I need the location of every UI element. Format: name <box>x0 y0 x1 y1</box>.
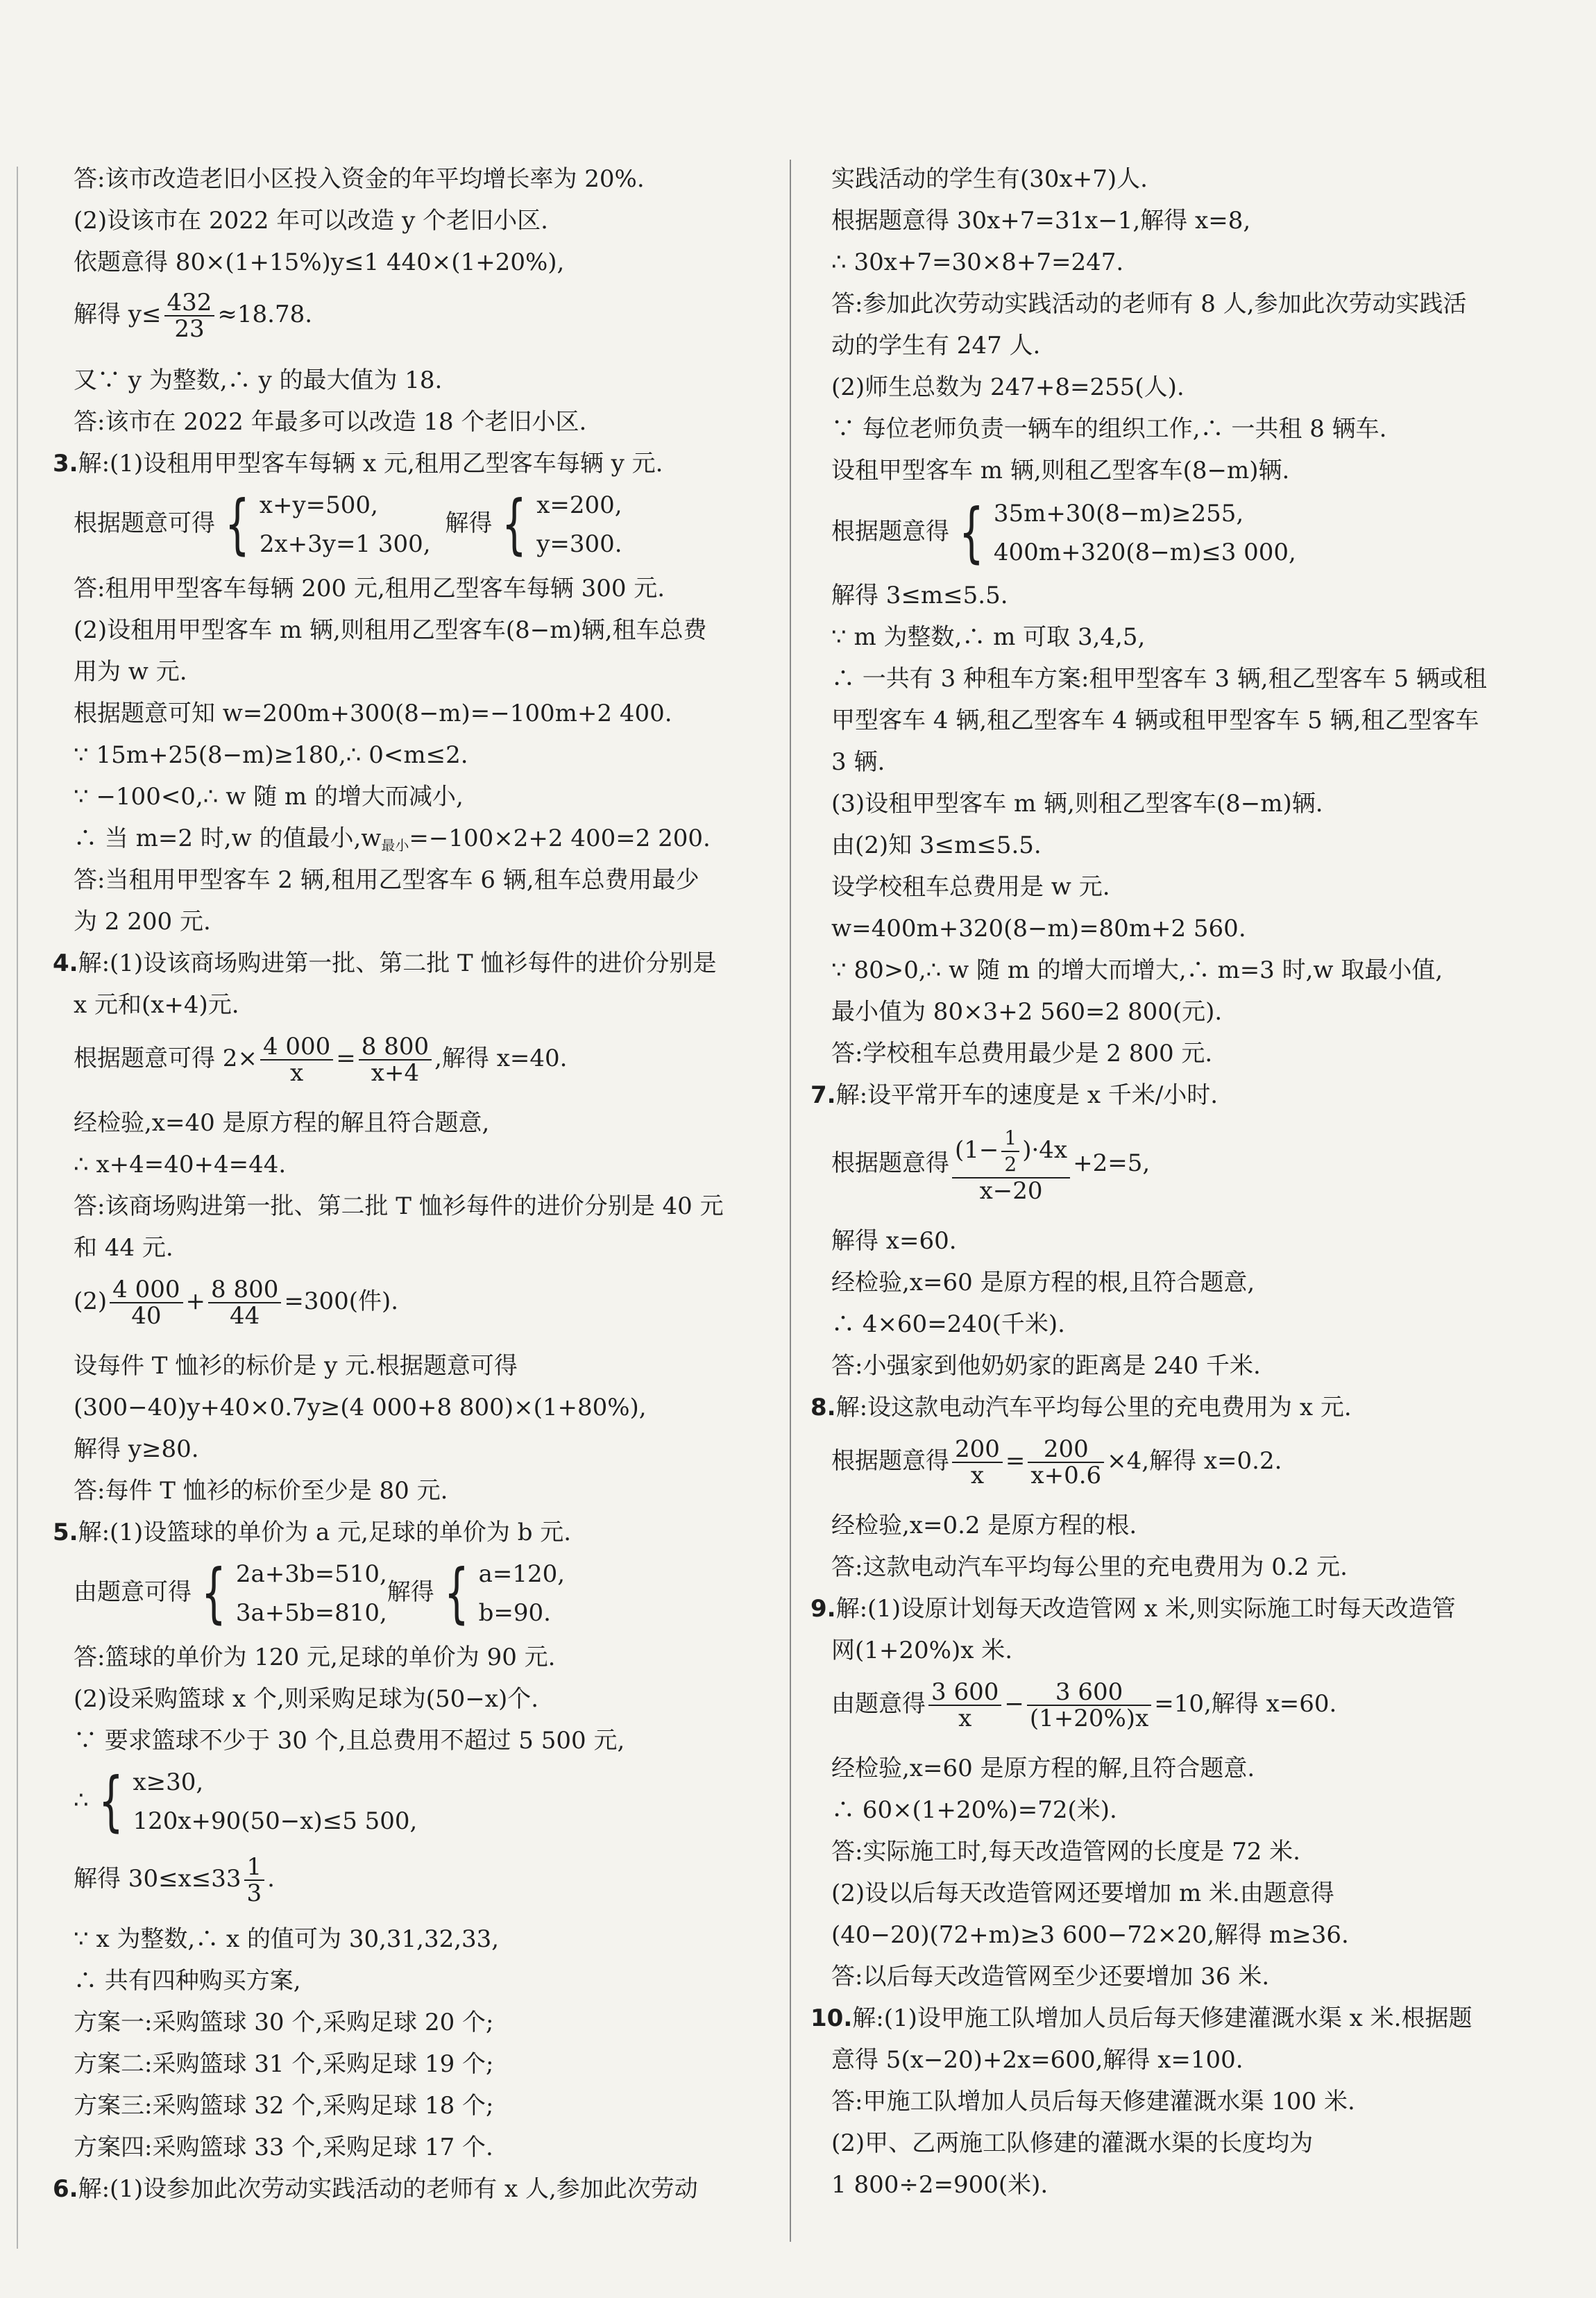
text-line: 经检验,x=60 是原方程的根,且符合题意, <box>831 1269 1255 1296</box>
text-line: 网(1+20%)x 米. <box>831 1637 1013 1664</box>
fraction: $\frac{432}{23}$ <box>164 290 215 341</box>
question-number: 6. <box>53 2175 78 2203</box>
text-line: 根据题意可知 w=200m+300(8−m)=−100m+2 400. <box>74 700 672 727</box>
text-line: 由(2)知 3≤m≤5.5. <box>831 831 1042 859</box>
question-7: 7.解:设平常开车的速度是 x 千米/小时. <box>810 1081 1219 1109</box>
text-line: x 元和(x+4)元. <box>74 991 239 1019</box>
text-line: ∵ 15m+25(8−m)≥180,∴ 0<m≤2. <box>74 741 468 769</box>
equation-system: 根据题意可得 { x+y=500, 2x+3y=1 300, 解得 { x=200, y=300. <box>74 487 622 562</box>
text-line: 意得 5(x−20)+2x=600,解得 x=100. <box>831 2046 1243 2074</box>
text-line: 经检验,x=40 是原方程的解且符合题意, <box>74 1109 490 1137</box>
math-line: (2) $\frac{4 000}{40}$ + $\frac{8 800}{44}$ =300(件). <box>74 1276 399 1330</box>
question-8: 8.解:设这款电动汽车平均每公里的充电费用为 x 元. <box>810 1394 1352 1421</box>
text-line: 最小值为 80×3+2 560=2 800(元). <box>831 998 1223 1026</box>
text-line: 答:该市在 2022 年最多可以改造 18 个老旧小区. <box>74 408 587 436</box>
math-line: 解得 y≤ $\frac{432}{23}$ ≈18.78. <box>74 289 313 343</box>
text-line: (2)设采购篮球 x 个,则采购足球为(50−x)个. <box>74 1685 539 1713</box>
text-line: 方案二:采购篮球 31 个,采购足球 19 个; <box>74 2050 494 2078</box>
text-line: 经检验,x=0.2 是原方程的根. <box>831 1512 1137 1539</box>
text-line: 根据题意得 30x+7=31x−1,解得 x=8, <box>831 207 1251 235</box>
right-column <box>810 0 1539 2298</box>
text-line: 答:实际施工时,每天改造管网的长度是 72 米. <box>831 1838 1300 1866</box>
equation-system: 由题意可得 { 2a+3b=510, 3a+5b=810, 解得 { a=120, b=90. <box>74 1555 566 1631</box>
text-line: 答:甲施工队增加人员后每天修建灌溉水渠 100 米. <box>831 2088 1355 2115</box>
text-line: 依题意得 80×(1+15%)y≤1 440×(1+20%), <box>74 248 565 276</box>
text-line: ∴ x+4=40+4=44. <box>74 1151 287 1178</box>
text-line: ∴ 30x+7=30×8+7=247. <box>831 248 1124 276</box>
text-line: (40−20)(72+m)≥3 600−72×20,解得 m≥36. <box>831 1921 1349 1949</box>
text-line: 答:学校租车总费用最少是 2 800 元. <box>831 1040 1213 1067</box>
text-line: 方案三:采购篮球 32 个,采购足球 18 个; <box>74 2092 494 2120</box>
text-line: 和 44 元. <box>74 1234 173 1262</box>
question-6: 6.解:(1)设参加此次劳动实践活动的老师有 x 人,参加此次劳动 <box>53 2175 698 2203</box>
question-9: 9.解:(1)设原计划每天改造管网 x 米,则实际施工时每天改造管 <box>810 1595 1456 1623</box>
text-line: ∴ 一共有 3 种租车方案:租甲型客车 3 辆,租乙型客车 5 辆或租 <box>831 665 1487 693</box>
text-line: (2)设该市在 2022 年可以改造 y 个老旧小区. <box>74 207 548 235</box>
math-line: 解得 30≤x≤33 $\frac{1}{3}$ . <box>74 1853 275 1907</box>
text-line: 答:每件 T 恤衫的标价至少是 80 元. <box>74 1477 448 1505</box>
text-line: (2)设租用甲型客车 m 辆,则租用乙型客车(8−m)辆,租车总费 <box>74 616 707 644</box>
math-line: 根据题意得 (1− $\frac{1}{2}$ )·4x x−20 +2=5, <box>831 1126 1151 1205</box>
text-line: (300−40)y+40×0.7y≥(4 000+8 800)×(1+80%), <box>74 1394 647 1421</box>
text-line: 为 2 200 元. <box>74 908 211 936</box>
math-line: 根据题意可得 2× $\frac{4 000}{x}$ = $\frac{8 800}{x+4}$ ,解得 x=40. <box>74 1033 568 1087</box>
text-line: 答:篮球的单价为 120 元,足球的单价为 90 元. <box>74 1644 556 1671</box>
question-4: 4.解:(1)设该商场购进第一批、第二批 T 恤衫每件的进价分别是 <box>53 949 717 977</box>
text-line: 方案四:采购篮球 33 个,采购足球 17 个. <box>74 2134 493 2161</box>
equation-system: ∴ { x≥30, 120x+90(50−x)≤5 500, <box>74 1764 418 1839</box>
question-number: 10. <box>810 2004 853 2032</box>
question-number: 7. <box>810 1081 836 1109</box>
text-line: (2)师生总数为 247+8=255(人). <box>831 373 1185 401</box>
question-number: 9. <box>810 1595 836 1623</box>
text-line: ∵ 要求篮球不少于 30 个,且总费用不超过 5 500 元, <box>74 1727 625 1755</box>
text-line: ∴ 4×60=240(千米). <box>831 1310 1065 1338</box>
text-line: ∴ 60×(1+20%)=72(米). <box>831 1796 1117 1824</box>
text-line: ∴ 当 m=2 时,w 的值最小$,w_{最小}=-100\times 2+2$ 400=2 200. <box>74 825 711 854</box>
text-line: 答:这款电动汽车平均每公里的充电费用为 0.2 元. <box>831 1553 1348 1581</box>
question-number: 8. <box>810 1394 836 1421</box>
text-line: 答:参加此次劳动实践活动的老师有 8 人,参加此次劳动实践活 <box>831 290 1467 318</box>
equation-system: 根据题意得 { 35m+30(8−m)≥255, 400m+320(8−m)≤3 000, <box>831 495 1296 571</box>
text-line: 设租甲型客车 m 辆,则租乙型客车(8−m)辆. <box>831 457 1290 484</box>
text-line: (3)设租甲型客车 m 辆,则租乙型客车(8−m)辆. <box>831 790 1323 818</box>
text-line: ∵ x 为整数,∴ x 的值可为 30,31,32,33, <box>74 1925 500 1953</box>
text-line: 解得 3≤m≤5.5. <box>831 582 1008 609</box>
text-line: 实践活动的学生有(30x+7)人. <box>831 165 1148 193</box>
text-line: 方案一:采购篮球 30 个,采购足球 20 个; <box>74 2009 494 2036</box>
math-line: 由题意得 $\frac{3 600}{x}$ − $\frac{3 600}{(1+20\%)x}$ =10,解得 x=60. <box>831 1678 1337 1732</box>
text-line: 设学校租车总费用是 w 元. <box>831 873 1110 901</box>
text-line: 答:租用甲型客车每辆 200 元,租用乙型客车每辆 300 元. <box>74 575 665 602</box>
question-3: 3.解:(1)设租用甲型客车每辆 x 元,租用乙型客车每辆 y 元. <box>53 450 663 478</box>
page-edge-line <box>17 167 18 2249</box>
question-5: 5.解:(1)设篮球的单价为 a 元,足球的单价为 b 元. <box>53 1519 572 1546</box>
text-line: 设每件 T 恤衫的标价是 y 元.根据题意可得 <box>74 1352 518 1380</box>
question-number: 3. <box>53 450 78 478</box>
text-line: 答:以后每天改造管网至少还要增加 36 米. <box>831 1963 1270 1991</box>
question-number: 5. <box>53 1519 78 1546</box>
text-line: 用为 w 元. <box>74 658 187 686</box>
left-column <box>53 0 774 2298</box>
text-line: 动的学生有 247 人. <box>831 332 1041 360</box>
text-line: 又∵ y 为整数,∴ y 的最大值为 18. <box>74 366 443 394</box>
text-line: 答:当租用甲型客车 2 辆,租用乙型客车 6 辆,租车总费用最少 <box>74 866 699 894</box>
text-line: 答:该商场购进第一批、第二批 T 恤衫每件的进价分别是 40 元 <box>74 1192 724 1220</box>
text-line: 答:小强家到他奶奶家的距离是 240 千米. <box>831 1352 1261 1380</box>
text-line: (2)设以后每天改造管网还要增加 m 米.由题意得 <box>831 1879 1334 1907</box>
text-line: w=400m+320(8−m)=80m+2 560. <box>831 915 1246 943</box>
text-line: 甲型客车 4 辆,租乙型客车 4 辆或租甲型客车 5 辆,租乙型客车 <box>831 707 1479 734</box>
question-number: 4. <box>53 949 78 977</box>
text-line: ∵ m 为整数,∴ m 可取 3,4,5, <box>831 623 1146 651</box>
text-line: 解得 x=60. <box>831 1227 957 1255</box>
text-line: 1 800÷2=900(米). <box>831 2171 1049 2199</box>
text-line: 解得 y≥80. <box>74 1435 199 1463</box>
text-line: (2)甲、乙两施工队修建的灌溉水渠的长度均为 <box>831 2129 1314 2157</box>
text-line: 答:该市改造老旧小区投入资金的年平均增长率为 20%. <box>74 165 645 193</box>
fraction: (1− $\frac{1}{2}$ )·4x x−20 <box>952 1126 1070 1203</box>
column-divider <box>790 160 791 2242</box>
math-line: 根据题意得 $\frac{200}{x}$ = $\frac{200}{x+0.6}$ ×4,解得 x=0.2. <box>831 1435 1282 1489</box>
question-10: 10.解:(1)设甲施工队增加人员后每天修建灌溉水渠 x 米.根据题 <box>810 2004 1472 2032</box>
text-line: ∵ 80>0,∴ w 随 m 的增大而增大,∴ m=3 时,w 取最小值, <box>831 956 1443 984</box>
text-line: ∵ 每位老师负责一辆车的组织工作,∴ 一共租 8 辆车. <box>831 415 1387 443</box>
text-line: 经检验,x=60 是原方程的解,且符合题意. <box>831 1755 1255 1782</box>
text-line: ∵ −100<0,∴ w 随 m 的增大而减小, <box>74 783 464 811</box>
text-line: ∴ 共有四种购买方案, <box>74 1967 301 1995</box>
text-line: 3 辆. <box>831 748 885 776</box>
